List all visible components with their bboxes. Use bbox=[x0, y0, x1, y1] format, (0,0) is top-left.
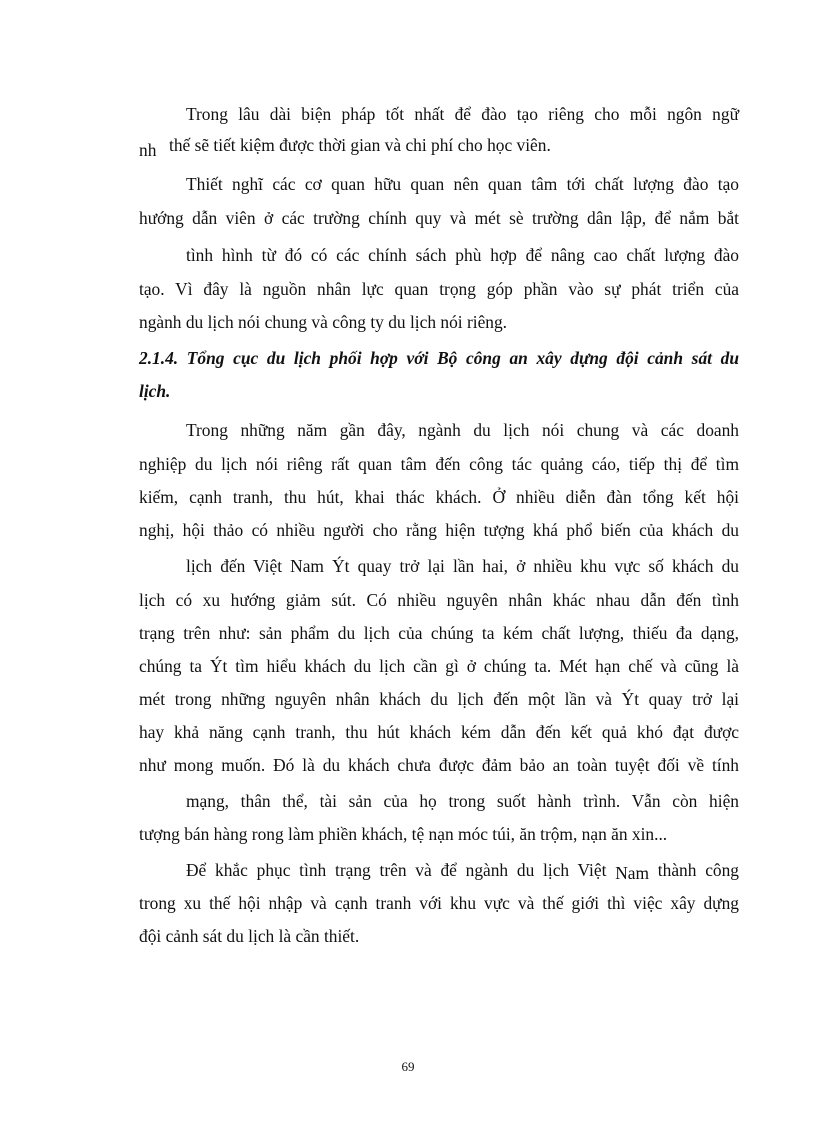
paragraph-3-line-8: chúng ta Ýt tìm hiểu khách du lịch cần gì ở chúng ta. Mét hạn chế và cũng là bbox=[139, 656, 739, 676]
paragraph-4-line-1-text-b: thành công bbox=[657, 860, 739, 880]
section-heading-line-1: 2.1.4. Tổng cục du lịch phối hợp với Bộ công an xây dựng đội cảnh sát du bbox=[139, 348, 739, 368]
section-heading-line-2: lịch. bbox=[139, 381, 171, 401]
paragraph-1-fragment: nh bbox=[139, 140, 157, 160]
paragraph-4-line-3: đội cảnh sát du lịch là cần thiết. bbox=[139, 926, 360, 946]
paragraph-2-line-4: tạo. Vì đây là nguồn nhân lực quan trọng góp phần vào sự phát triển của bbox=[139, 279, 739, 299]
paragraph-3-line-11: như mong muốn. Đó là du khách chưa được đảm bảo an toàn tuyệt đối về tính bbox=[139, 755, 739, 775]
paragraph-3-line-5: lịch đến Việt Nam Ýt quay trở lại lần hai, ở nhiều khu vực số khách du bbox=[186, 556, 739, 576]
paragraph-3-line-6: lịch có xu hướng giảm sút. Có nhiều nguyên nhân khác nhau dẫn đến tình bbox=[139, 590, 739, 610]
paragraph-4-line-2: trong xu thế hội nhập và cạnh tranh với khu vực và thế giới thì việc xây dựng bbox=[139, 893, 739, 913]
paragraph-4-line-1 bbox=[186, 860, 739, 883]
paragraph-2-line-3: tình hình từ đó có các chính sách phù hợp để nâng cao chất lượng đào bbox=[186, 245, 739, 265]
paragraph-3-line-7: trạng trên như: sản phẩm du lịch của chúng ta kém chất lượng, thiếu đa dạng, bbox=[139, 623, 739, 643]
paragraph-3-line-10: hay khả năng cạnh tranh, thu hút khách kém dẫn đến kết quả khó đạt được bbox=[139, 722, 739, 742]
paragraph-1-line-2: thế sẽ tiết kiệm được thời gian và chi phí cho học viên. bbox=[169, 135, 551, 155]
paragraph-3-line-4: nghị, hội thảo có nhiều người cho rằng hiện tượng khá phổ biến của khách du bbox=[139, 520, 739, 540]
paragraph-3-line-12: mạng, thân thể, tài sản của họ trong suốt hành trình. Vẫn còn hiện bbox=[186, 791, 739, 811]
paragraph-1-line-1: Trong lâu dài biện pháp tốt nhất để đào tạo riêng cho mỗi ngôn ngữ bbox=[186, 104, 739, 124]
paragraph-2-line-1: Thiết nghĩ các cơ quan hữu quan nên quan tâm tới chất lượng đào tạo bbox=[186, 174, 739, 194]
page-number: 69 bbox=[401, 1059, 415, 1074]
paragraph-4-line-1-text-a: Để khắc phục tình trạng trên và để ngành du lịch Việt bbox=[186, 860, 607, 880]
paragraph-2-line-2: hướng dẫn viên ở các trường chính quy và mét sè trường dân lập, để nắm bắt bbox=[139, 208, 739, 228]
paragraph-2-line-5: ngành du lịch nói chung và công ty du lịch nói riêng. bbox=[139, 312, 508, 332]
paragraph-3-line-2: nghiệp du lịch nói riêng rất quan tâm đến công tác quảng cáo, tiếp thị để tìm bbox=[139, 454, 739, 474]
paragraph-3-line-3: kiếm, cạnh tranh, thu hút, khai thác khách. Ở nhiều diễn đàn tổng kết hội bbox=[139, 487, 739, 507]
paragraph-4-line-1-nam: Nam bbox=[615, 863, 650, 883]
paragraph-3-line-13: tượng bán hàng rong làm phiền khách, tệ nạn móc túi, ăn trộm, nạn ăn xin... bbox=[139, 824, 668, 844]
paragraph-3-line-9: mét trong những nguyên nhân khách du lịch đến một lần và Ýt quay trở lại bbox=[139, 689, 739, 709]
paragraph-3-line-1: Trong những năm gần đây, ngành du lịch nói chung và các doanh bbox=[186, 420, 739, 440]
